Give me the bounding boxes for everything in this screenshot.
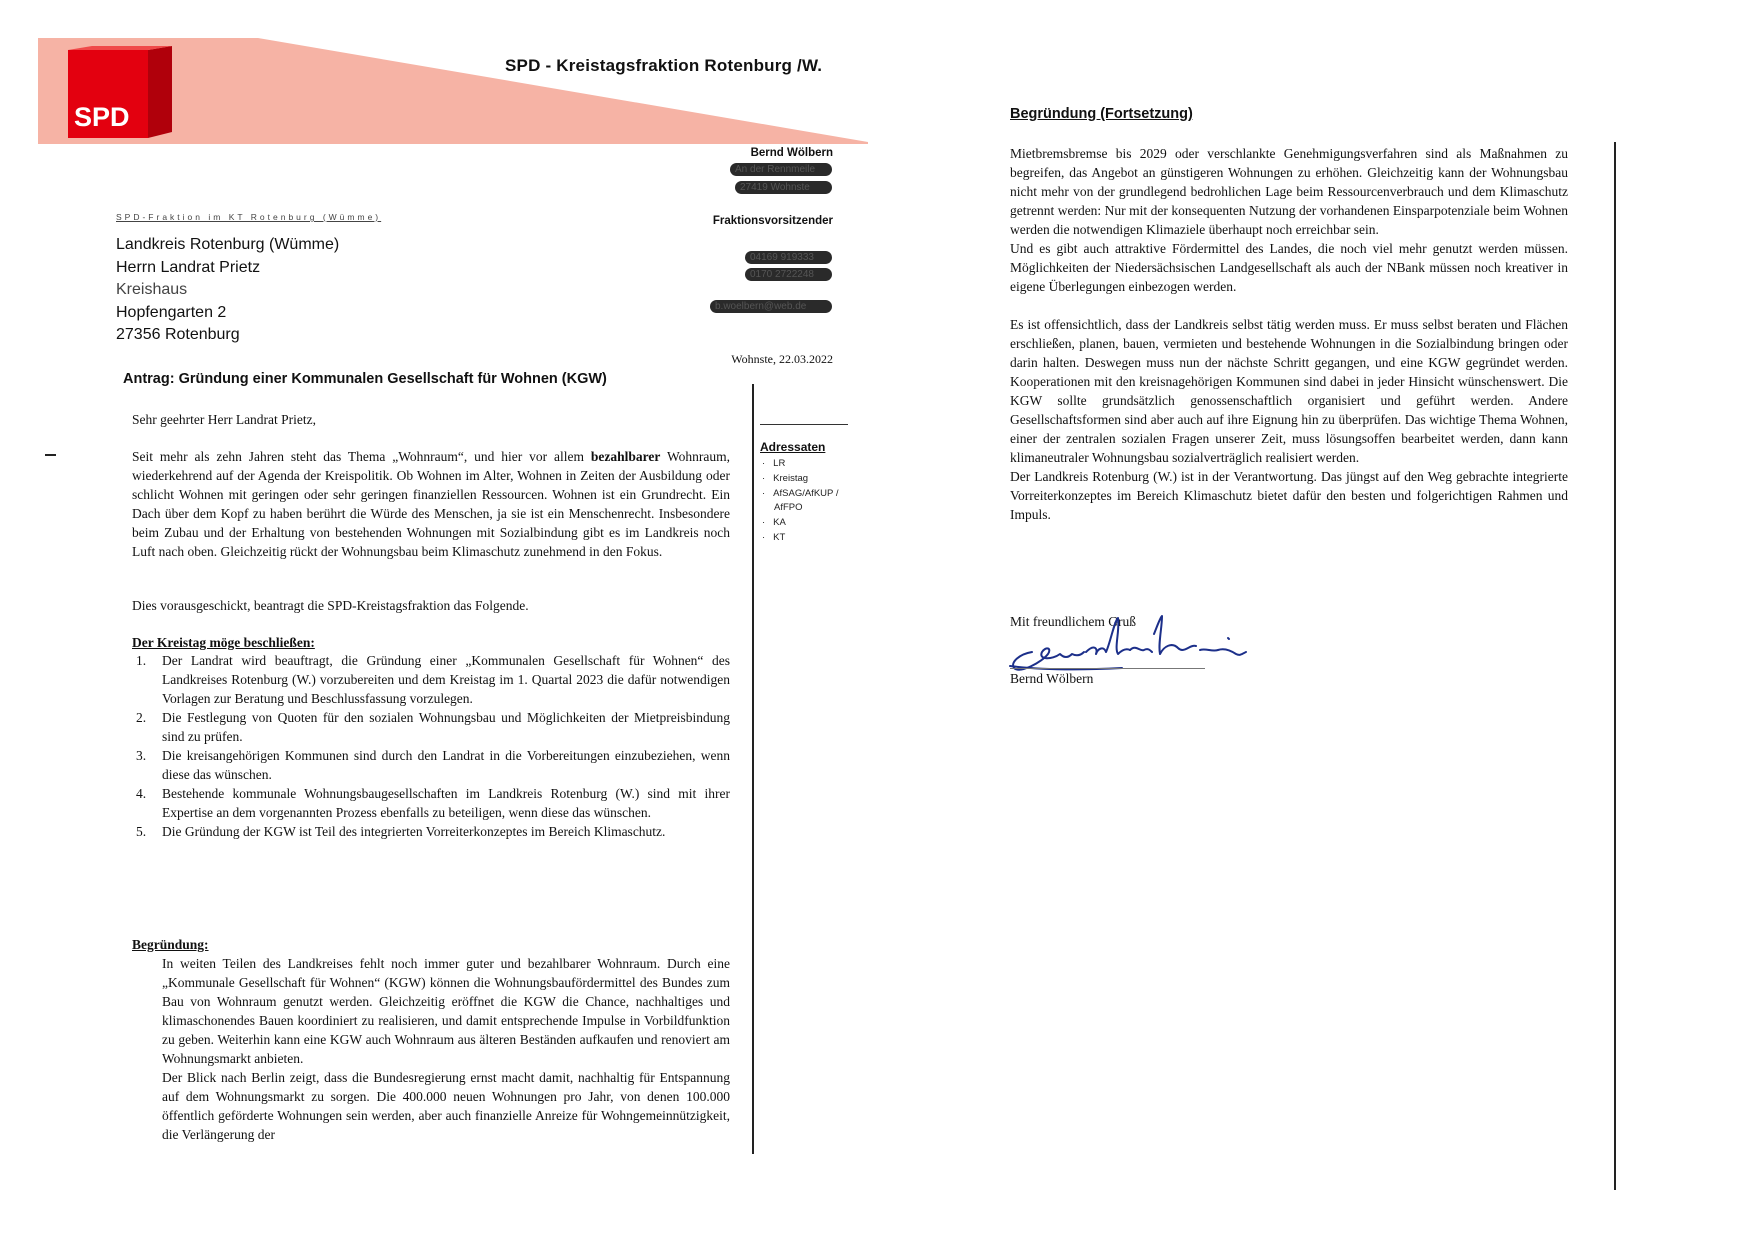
sender-phone-redacted: 04169 919333: [745, 251, 832, 264]
addressee-item: · Kreistag: [762, 472, 838, 487]
letter-date: Wohnste, 22.03.2022: [731, 352, 833, 366]
column-divider: [752, 384, 754, 1154]
addressee-item: · KT: [762, 531, 838, 546]
sender-email-redacted: b.woelbern@web.de: [710, 300, 832, 313]
spd-logo-text: SPD: [74, 102, 130, 132]
motion-item: [132, 651, 730, 708]
motion-item: [132, 708, 730, 746]
recipient-line: 27356 Rotenburg: [116, 326, 240, 343]
intro-text: Wohnraum, wiederkehrend auf der Agenda der Kreispolitik. Ob Wohnen im Alter, Wohnen in Zeiten der Ausbildung oder schlicht Wohnen mit geringen oder sehr geringen finanziellen Ressourcen. Wohnen ist ein Grundrecht. Ein Dach über dem Kopf zu haben berührt die Würde des Menschen, ja sie ist ein Menschenrecht. Insbesondere beim Zubau und der Erhaltung von bestehenden Wohnungen mit Sozialbindung gibt es im Landkreis noch Luft nach oben. Gleichzeitig rückt der Wohnungsbau beim Klimaschutz zunehmend in den Fokus.: [132, 449, 731, 559]
intro-emphasis: bezahlbarer: [590, 449, 661, 464]
motion-number: 2.: [136, 710, 147, 725]
continuation-paragraph: Mietbremsbremse bis 2029 oder verschlankte Genehmigungsverfahren sind als Maßnahmen zu begreifen, das Angebot an günstigeren Wohnungen zu erhöhen. Gleichzeitig kann der Wohnungsbau nicht mehr von der grundlegend bedrohlichen Lage beim Ressourcenverbrauch und dem Klimaschutz getrennt werden: Nur mit der konsequenten Nutzung der vorhandenen Einsparpotenziale beim Wohnen werden die notwendigen Klimaziele überhaupt noch erreichbar sein.: [1010, 146, 1568, 237]
reasoning-heading: Begründung:: [132, 937, 209, 952]
sender-street-redacted: An der Rennmeile: [730, 163, 832, 176]
motion-text: Die kreisangehörigen Kommunen sind durch den Landrat in die Vorbereitungen einzubeziehen, wenn diese das wünschen.: [162, 748, 730, 782]
sender-name: Bernd Wölbern: [750, 147, 833, 159]
spd-logo: [68, 46, 178, 138]
reasoning-body: [162, 954, 730, 1144]
motion-text: Der Landrat wird beauftragt, die Gründung einer „Kommunalen Gesellschaft für Wohnen“ des Landkreises Rotenburg (W.) vorzubereiten und dem Kreistag im 1. Quartal 2023 die dafür notwendigen Vorlagen zur Beratung und Beschlussfassung vorzulegen.: [162, 653, 730, 706]
intro-paragraph: [132, 447, 730, 561]
addressee-item: · AfSAG/AfKUP /: [762, 487, 838, 502]
recipient-line: Herrn Landrat Prietz: [116, 258, 261, 276]
handwritten-signature: [1002, 614, 1252, 676]
reasoning-paragraph: In weiten Teilen des Landkreises fehlt noch immer guter und bezahlbarer Wohnraum. Durch eine „Kommunale Gesellschaft für Wohnen“ (KGW) können die Wohnungsbaufördermittel des Bundes zum Bau von Wohnraum genutzt werden. Gleichzeitig eröffnet die KGW die Chance, nachhaltiges und klimaschonendes Bauen koordiniert zu realisieren, und damit entsprechende Impulse in Vorbildfunktion zu geben. Weiterhin kann eine KGW auch Wohnraum aus älteren Beständen aufkaufen und renoviert am Wohnungsmarkt anbieten.: [162, 956, 730, 1066]
signer-name: Bernd Wölbern: [1010, 671, 1094, 686]
motion-text: Die Gründung der KGW ist Teil des integrierten Vorreiterkonzeptes im Bereich Klimaschutz.: [162, 824, 666, 839]
addressee-heading: Adressaten: [760, 440, 826, 454]
recipient-line: Kreishaus: [116, 281, 188, 298]
motion-number: 3.: [136, 748, 147, 763]
addressee-rule: [760, 424, 848, 425]
motion-number: 5.: [136, 824, 147, 839]
continuation-body: [1010, 144, 1568, 524]
motion-list: [132, 651, 730, 841]
motion-number: 1.: [136, 653, 147, 668]
recipient-address: [116, 234, 339, 347]
addressee-list: [762, 457, 838, 546]
sender-role: Fraktionsvorsitzender: [712, 215, 833, 227]
return-address: SPD-Fraktion im KT Rotenburg (Wümme): [116, 212, 382, 222]
motion-heading: Der Kreistag möge beschließen:: [132, 635, 315, 650]
continuation-paragraph: Und es gibt auch attraktive Fördermittel des Landes, die noch viel mehr genutzt werden müssen. Möglichkeiten der Niedersächsischen Landgesellschaft als auch der NBank müssen noch kreativer in eigene Überlegungen einbezogen werden.: [1010, 241, 1568, 294]
recipient-line: Landkreis Rotenburg (Wümme): [116, 236, 340, 253]
motion-number: 4.: [136, 786, 147, 801]
continuation-heading: Begründung (Fortsetzung): [1010, 106, 1193, 122]
sender-mobile-redacted: 0170 2722248: [745, 268, 832, 281]
right-margin-line: [1614, 142, 1616, 1190]
preliminary-paragraph: Dies vorausgeschickt, beantragt die SPD-Kreistagsfraktion das Folgende.: [132, 598, 529, 613]
recipient-line: Hopfengarten 2: [116, 303, 227, 321]
salutation: Sehr geehrter Herr Landrat Prietz,: [132, 412, 317, 427]
sender-city-redacted: 27419 Wohnste: [735, 181, 832, 194]
motion-text: Die Festlegung von Quoten für den sozialen Wohnungsbau und Möglichkeiten der Mietpreisbindung sind zu prüfen.: [162, 710, 730, 744]
addressee-item: AfFPO: [774, 502, 803, 514]
motion-item: [132, 784, 730, 822]
addressee-item: · LR: [762, 457, 838, 472]
fold-mark: [45, 454, 56, 456]
letter-subject: Antrag: Gründung einer Kommunalen Gesellschaft für Wohnen (KGW): [123, 371, 607, 387]
motion-text: Bestehende kommunale Wohnungsbaugesellschaften im Landkreis Rotenburg (W.) sind mit ihrer Expertise an dem vorgenannten Prozess ebenfalls zu beteiligen, wenn diese das wünschen.: [162, 786, 730, 820]
intro-text: Seit mehr als zehn Jahren steht das Thema „Wohnraum“, und hier vor allem: [132, 449, 591, 464]
motion-item: [132, 746, 730, 784]
continuation-paragraph: Der Landkreis Rotenburg (W.) ist in der Verantwortung. Das jüngst auf den Weg gebrachte integrierte Vorreiterkonzeptes im Bereich Klimaschutz bietet dafür den besten und folgerichtigen Rahmen und Impuls.: [1010, 469, 1568, 522]
closing-greeting: Mit freundlichem Gruß: [1010, 614, 1136, 629]
addressee-item: · KA: [762, 516, 838, 531]
continuation-paragraph: Es ist offensichtlich, dass der Landkreis selbst tätig werden muss. Er muss selbst beraten und Flächen erschließen, planen, bauen, vermieten und bestehende Wohnungen in die Sozialbindung bringen oder darin halten. Deswegen muss nun der nächste Schritt gegangen, und eine KGW gegründet werden. Kooperationen mit den kreisnagehörigen Kommunen sind dabei in jeder Hinsicht wünschenswert. Die KGW sollte grundsätzlich genossenschaftlich organisiert und geführt werden. Andere Gesellschaftsformen sind aber auch auf ihre Eignung hin zu überprüfen. Das wichtige Thema Wohnen, einer der zentralen sozialen Fragen unserer Zeit, muss lösungsoffen bearbeitet werden, dann kann klimaneutraler Wohnungsbau sozialverträglich realisiert werden.: [1010, 317, 1568, 465]
motion-item: [132, 822, 730, 841]
org-title: SPD - Kreistagsfraktion Rotenburg /W.: [505, 56, 823, 75]
reasoning-paragraph: Der Blick nach Berlin zeigt, dass die Bundesregierung ernst macht damit, nachhaltig für Entspannung auf dem Wohnungsmarkt zu sorgen. Die 400.000 neuen Wohnungen pro Jahr, von denen 100.000 öffentlich geförderte Wohnungen sein werden, aber auch finanzielle Anreize für Wohngemeinnützigkeit, die Verlängerung der: [162, 1070, 730, 1142]
